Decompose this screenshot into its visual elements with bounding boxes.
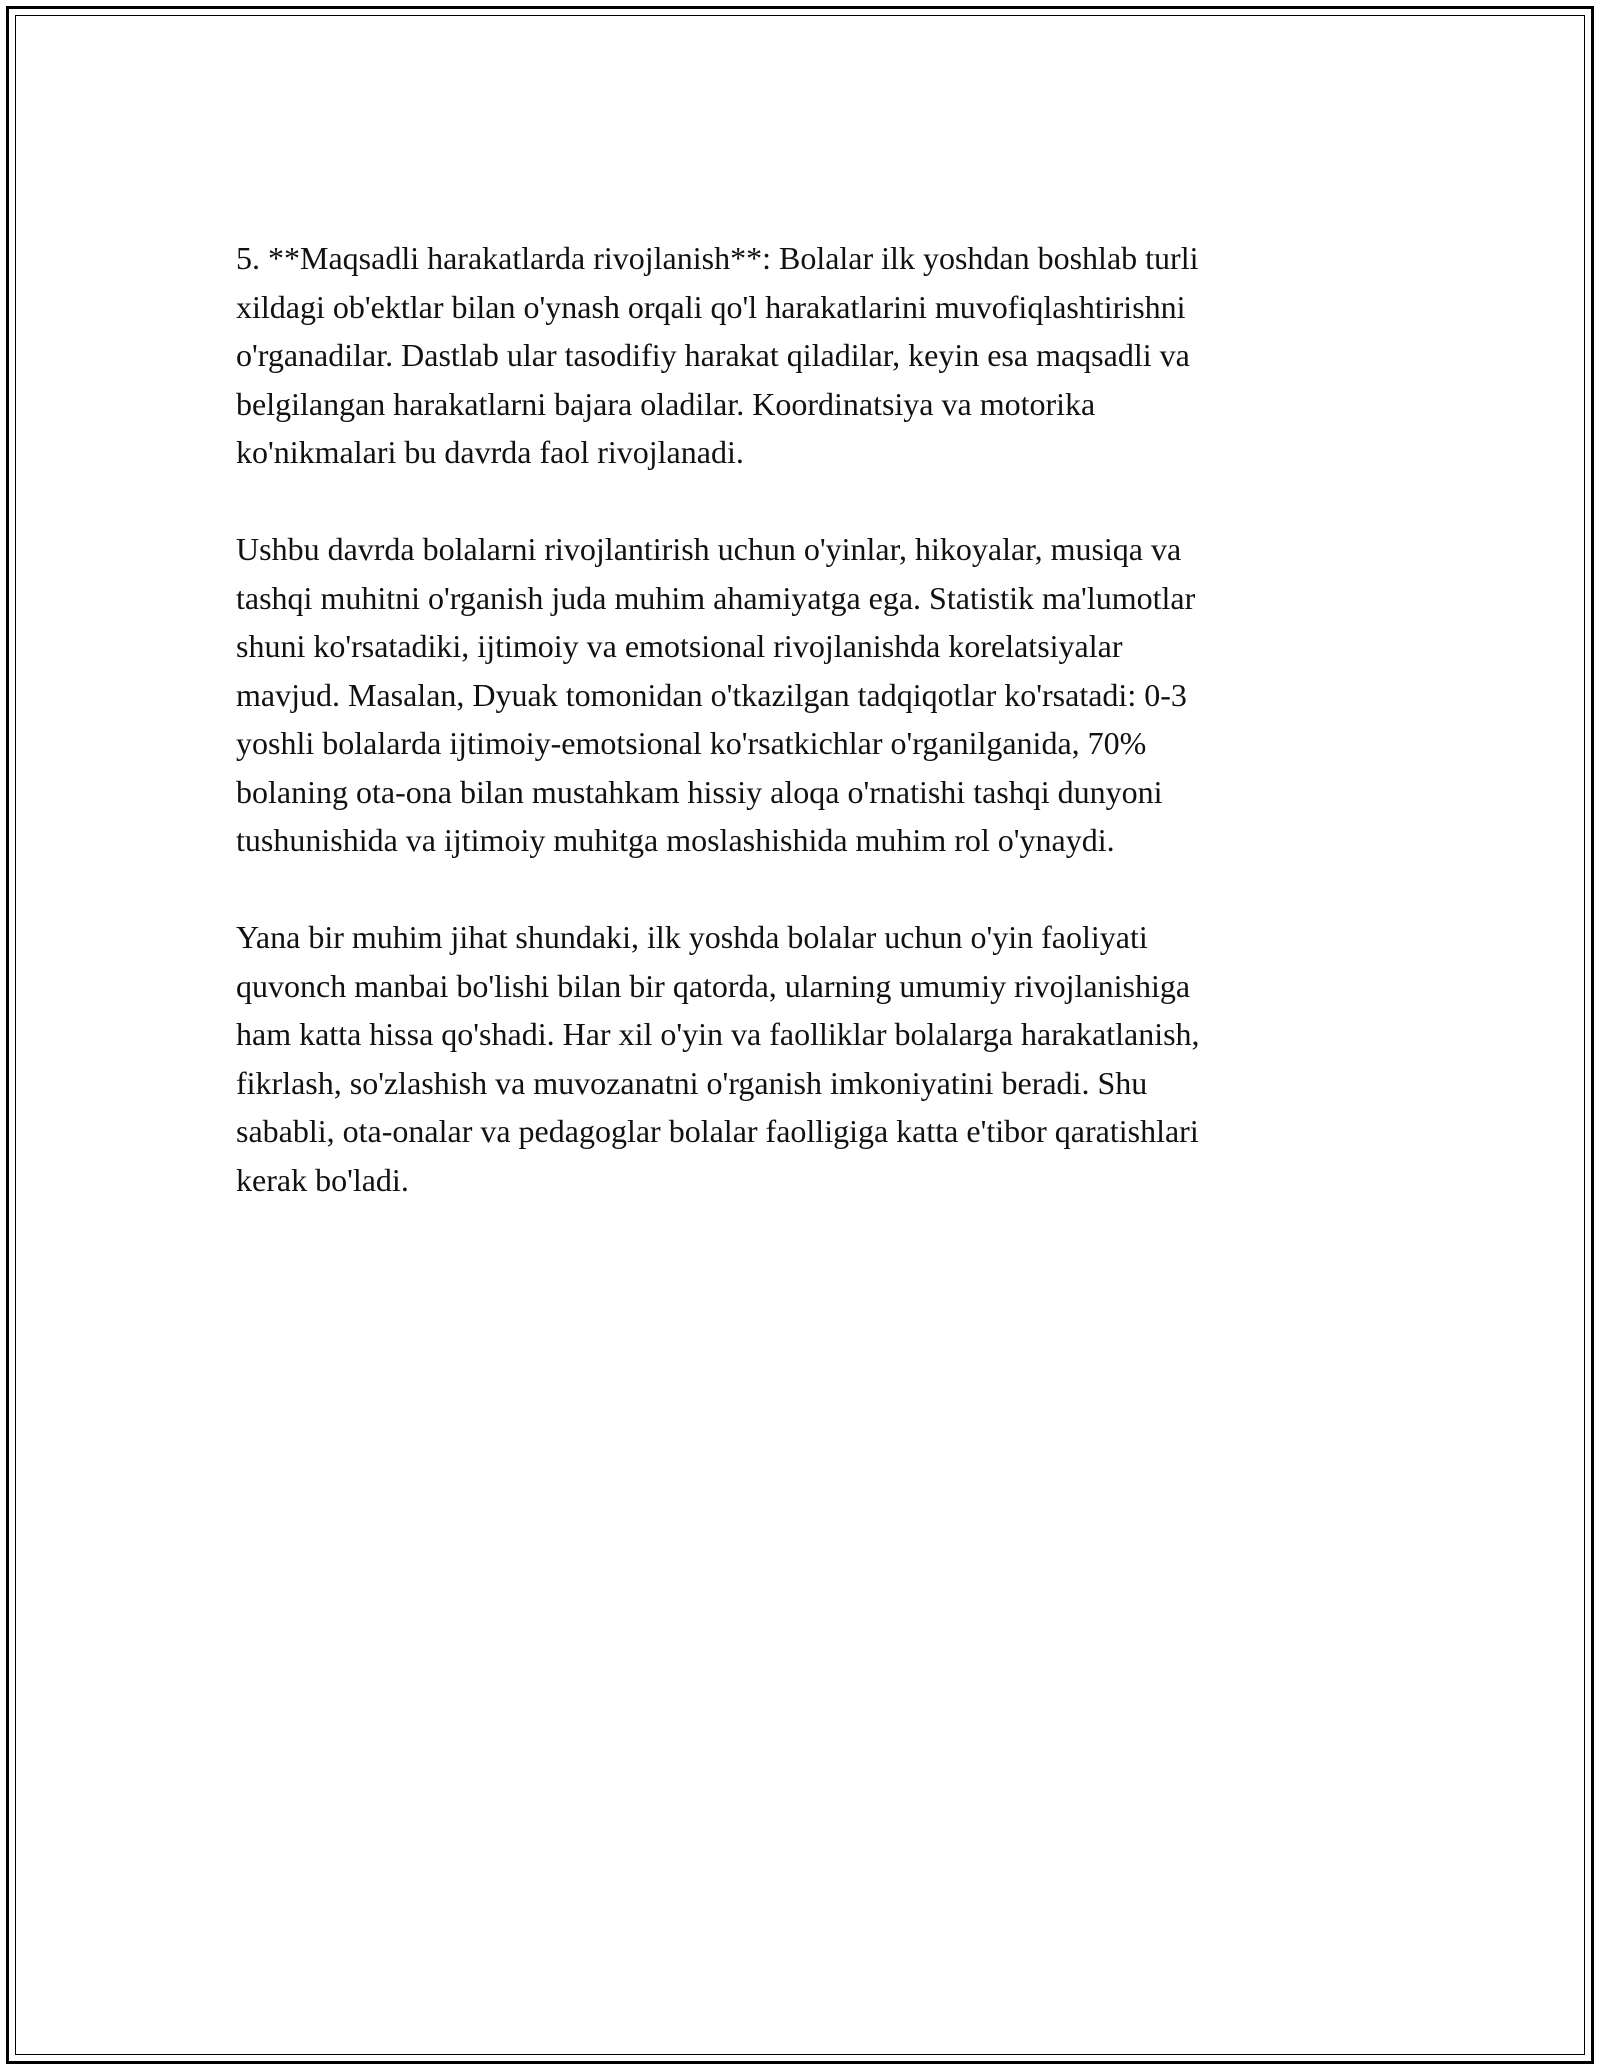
- paragraph-line: sababli, ota-onalar va pedagoglar bolalar faolligiga katta e'tibor qaratishlari: [236, 1113, 1199, 1149]
- paragraph-line: tushunishida va ijtimoiy muhitga moslashishida muhim rol o'ynaydi.: [236, 822, 1115, 858]
- paragraph-2: [236, 525, 1376, 865]
- paragraph-line: quvonch manbai bo'lishi bilan bir qatorda, ularning umumiy rivojlanishiga: [236, 967, 1191, 1004]
- paragraph-line: kerak bo'ladi.: [236, 1161, 409, 1198]
- paragraph-line: Ushbu davrda bolalarni rivojlantirish uchun o'yinlar, hikoyalar, musiqa va: [236, 531, 1182, 567]
- paragraph-line: fikrlash, so'zlashish va muvozanatni o'rganish imkoniyatini beradi. Shu: [236, 1064, 1148, 1101]
- paragraph-line: yoshli bolalarda ijtimoiy-emotsional ko'rsatkichlar o'rganilganida, 70%: [236, 725, 1147, 761]
- paragraph-line: tashqi muhitni o'rganish juda muhim ahamiyatga ega. Statistik ma'lumotlar: [236, 579, 1196, 616]
- paragraph-line: bolaning ota-ona bilan mustahkam hissiy aloqa o'rnatishi tashqi dunyoni: [236, 773, 1163, 810]
- paragraph-line: 5. **Maqsadli harakatlarda rivojlanish**: Bolalar ilk yoshdan boshlab turli: [236, 240, 1199, 276]
- paragraph-line: ko'nikmalari bu davrda faol rivojlanadi.: [236, 434, 744, 470]
- paragraph-3: [236, 913, 1376, 1204]
- paragraph-line: mavjud. Masalan, Dyuak tomonidan o'tkazilgan tadqiqotlar ko'rsatadi: 0-3: [236, 676, 1187, 713]
- document-body: [236, 234, 1376, 1253]
- paragraph-line: shuni ko'rsatadiki, ijtimoiy va emotsional rivojlanishda korelatsiyalar: [236, 628, 1123, 664]
- paragraph-line: belgilangan harakatlarni bajara oladilar. Koordinatsiya va motorika: [236, 385, 1096, 422]
- paragraph-line: o'rganadilar. Dastlab ular tasodifiy harakat qiladilar, keyin esa maqsadli va: [236, 337, 1190, 373]
- paragraph-1: [236, 234, 1376, 477]
- paragraph-line: ham katta hissa qo'shadi. Har xil o'yin va faolliklar bolalarga harakatlanish,: [236, 1016, 1200, 1052]
- paragraph-line: xildagi ob'ektlar bilan o'ynash orqali qo'l harakatlarini muvofiqlashtirishni: [236, 288, 1186, 325]
- paragraph-line: Yana bir muhim jihat shundaki, ilk yoshda bolalar uchun o'yin faoliyati: [236, 919, 1148, 955]
